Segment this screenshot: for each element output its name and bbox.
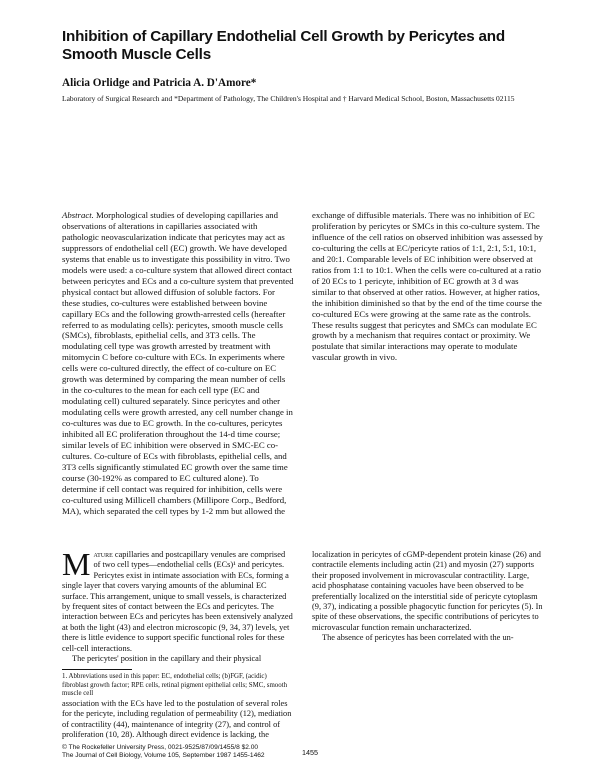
body-paragraph: The absence of pericytes has been correlated with the un- [322,633,514,643]
author-list: Alicia Orlidge and Patricia A. D'Amore* [62,77,257,89]
article-body [62,546,544,745]
drop-cap: M [62,546,91,582]
footnote-divider [62,669,132,670]
body-paragraph-intro [62,546,294,654]
abstract-section [62,210,544,526]
author-affiliation: Laboratory of Surgical Research and *Department of Pathology, The Children's Hospital and † Harvard Medical School, Boston, Massachusetts 02115 [62,94,515,103]
intro-text: capillaries and postcapillary venules are comprised of two cell types—endothelial cells (ECs)¹ and pericytes. Pericytes exist in intimate association with ECs, forming a single layer that covers varying amounts of the abluminal EC surface. This arrangement, unique to small vessels, is characterized by frequent sites of contact between the ECs and pericytes. The interaction between ECs and pericytes has been extensively analyzed at both the light (43) and electron microscopic (9, 34, 37) levels, yet there is little evidence to support specific functional roles for these cell-cell interactions. [62,550,293,653]
abbreviations-footnote: 1. Abbreviations used in this paper: EC, endothelial cells; (b)FGF, (acidic) fibroblast growth factor; RPE cells, retinal pigment epithelial cells; SMC, smooth muscle cell [62,673,288,698]
abstract-text: Morphological studies of developing capillaries and observations of alterations in capillaries associated with pathologic neovascularization indicate that pericytes may act as suppressors of endothelial cell (EC) growth. We have developed systems that enable us to investigate this possibility in vitro. Two models were used: a co-culture system that allowed direct contact between pericytes and ECs and a co-culture system that prevented physical contact but allowed diffusion of soluble factors. For these studies, co-cultures were established between bovine capillary ECs and the following growth-arrested cells (hereafter referred to as modulating cells): pericytes, smooth muscle cells (SMCs), fibroblasts, epithelial cells, and 3T3 cells. The modulating cell type was growth arrested by treatment with mitomycin C before co-culture with ECs. In experiments where cells were co-cultured directly, the effect of co-culture on EC growth was determined by comparing the mean number of cells in the co-cultures to the mean for each cell type (EC and modulating cell) cultured separately. Since pericytes and other modulating cells were growth arrested, any cell number change in co-cultures was due to EC growth. In the co-cultures, pericytes inhibited all EC proliferation throughout the 14-d time course; similar levels of EC inhibition were observed in SMC-EC co-cultures. Co-culture of ECs with fibroblasts, epithelial cells, and 3T3 cells significantly stimulated EC growth over the same time course (30-192% as compared to EC cultured alone). To determine if cell contact was required for inhibition, cells were co-cultured using Millicell chambers (Millipore Corp., Bedford, MA), which separated the cell types by 1-2 mm but allowed the exchange of diffusible materials. There was no inhibition of EC proliferation by pericytes or SMCs in this co-culture system. The influence of the cell ratios on observed inhibition was assessed by co-culturing the cells at EC/pericyte ratios of 1:1, 2:1, 5:1, 10:1, and 20:1. Comparable levels of EC inhibition were observed at ratios from 1:1 to 10:1. When the cells were co-cultured at a ratio of 20 ECs to 1 pericyte, inhibition of EC growth at 3 d was similar to that observed at other ratios. However, at higher ratios, the inhibition diminished so that by the end of the time course the co-cultured ECs were growing at the same rate as the controls. These results suggest that pericytes and SMCs can modulate EC growth by a mechanism that requires contact or proximity. We postulate that similar interactions may operate to modulate vascular growth in vivo. [62,210,543,516]
abstract-paragraph [62,210,544,526]
article-title: Inhibition of Capillary Endothelial Cell Growth by Pericytes and Smooth Muscle Cells [62,28,505,63]
lead-in-small-caps: ature [93,550,113,559]
copyright-line: © The Rockefeller University Press, 0021-9525/87/09/1455/8 $2.00 [62,744,259,751]
abstract-label: Abstract. [62,210,94,220]
journal-citation: The Journal of Cell Biology, Volume 105, September 1987 1455-1462 [62,752,265,759]
body-paragraph: association with the ECs have led to the postulation of several roles for the pericyte, including regulation of permeability (12), mediation of contractility (44), maintenance of integrity (27), and control of proliferation (10, 28). Although direct evidence is lacking, the localization in pericytes of cGMP-dependent protein kinase (26) and contractile elements including actin (21) and myosin (27) supports their proposed involvement in microvascular contractility. Large, acid phosphatase containing vacuoles have been observed to be preferentially localized on the interstitial side of pericyte cytoplasm (9, 37), indicating a possible phagocytic function for pericytes (5). In spite of these observations, the specific contributions of pericytes to microvascular function remain uncharacterized. [62,550,543,739]
body-paragraph: The pericytes' position in the capillary and their physical [72,654,262,664]
page-number: 1455 [302,748,318,757]
